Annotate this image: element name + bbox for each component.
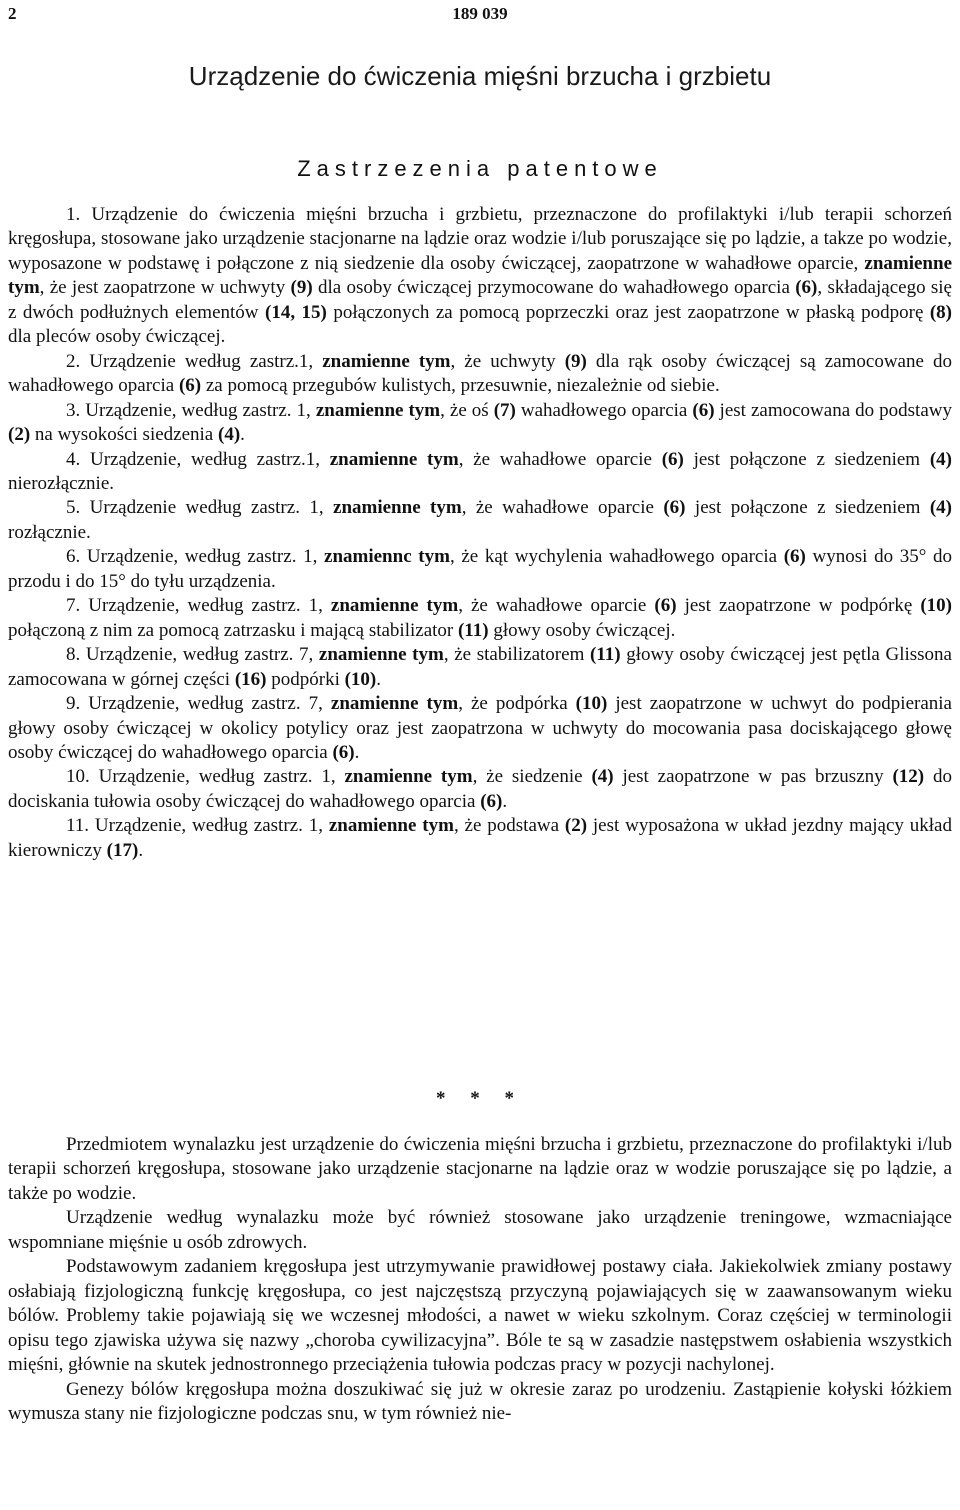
claim-paragraph bbox=[8, 765, 952, 814]
claim-bold-text: (4) bbox=[929, 448, 952, 470]
claim-text: jest zaopatrzone w uchwyt do podpierania głowy osoby ćwiczącej w okolicy potylicy oraz jest zaopatrzona w uchwyty do mocowania pasa dociskającego głowę osoby ćwiczącej do wahadłowego oparcia bbox=[8, 693, 952, 763]
claim-text: , że stabilizatorem bbox=[443, 644, 590, 666]
claim-paragraph bbox=[8, 496, 952, 545]
claim-text: głowy osoby ćwiczącej jest pętla Glissona zamocowana w górnej części bbox=[8, 644, 952, 690]
claim-text: . bbox=[354, 741, 360, 763]
claim-bold-text: (12) bbox=[892, 766, 925, 788]
claim-text: 5. Urządzenie według zastrz. 1, bbox=[66, 497, 334, 519]
claim-bold-text: (4) bbox=[591, 766, 614, 788]
claim-bold-text: (4) bbox=[929, 497, 952, 519]
claim-bold-text: (6) bbox=[795, 277, 818, 299]
claim-bold-text: (9) bbox=[290, 277, 313, 299]
claim-text: , że podstawa bbox=[453, 815, 565, 837]
claim-bold-text: (9) bbox=[564, 350, 587, 372]
claim-text: do dociskania tułowia osoby ćwiczącej do wahadłowego oparcia bbox=[8, 766, 952, 812]
claim-bold-text: (7) bbox=[493, 399, 516, 421]
claim-text: 6. Urządzenie, według zastrz. 1, bbox=[66, 546, 325, 568]
claim-bold-text: znamienne tym bbox=[328, 815, 454, 837]
claim-text: . bbox=[502, 790, 508, 812]
claim-text: na wysokości siedzenia bbox=[30, 424, 218, 446]
claim-paragraph bbox=[8, 545, 952, 594]
claim-bold-text: (6) bbox=[692, 399, 715, 421]
claim-paragraph bbox=[8, 203, 952, 350]
description-paragraph: Przedmiotem wynalazku jest urządzenie do ćwiczenia mięśni brzucha i grzbietu, przeznaczone do profilaktyki i/lub terapii schorzeń kręgosłupa, stosowane jako urządzenie stacjonarne na lądzie oraz w wodzie poruszające się po lądzie, a także po wodzie. bbox=[8, 1134, 952, 1204]
claim-text: podpórki bbox=[266, 668, 345, 690]
claim-bold-text: znamienne tym bbox=[330, 595, 459, 617]
claim-text: . bbox=[240, 424, 245, 446]
claim-text: , że oś bbox=[440, 399, 494, 421]
claim-text: jest połączone z siedzeniem bbox=[683, 448, 930, 470]
claim-text: . bbox=[376, 668, 382, 690]
claim-text: 3. Urządzenie, według zastrz. 1, bbox=[66, 399, 316, 421]
claim-text: dla rąk osoby ćwiczącej są zamocowane do wahadłowego oparcia bbox=[8, 350, 952, 397]
claim-paragraph bbox=[8, 814, 952, 863]
claim-text: głowy osoby ćwiczącej. bbox=[488, 619, 676, 641]
claim-text: 9. Urządzenie, według zastrz. 7, bbox=[66, 693, 331, 715]
claim-text: 1. Urządzenie do ćwiczenia mięśni brzucha i grzbietu, przeznaczone do profilaktyki i/lub terapii schorzeń kręgosłupa, stosowane jako urządzenie stacjonarne na lądzie oraz wodzie i/lub poruszające się po lądzie, a takze po wodzie, wyposazone w podstawę i połączone z nią siedzenie dla osoby ćwiczącej, zaopatrzone w wahadłowe oparcie, bbox=[8, 204, 952, 274]
claim-bold-text: (11) bbox=[589, 644, 621, 666]
description-paragraph: Urządzenie według wynalazku może być również stosowane jako urządzenie treningowe, wzmacniające wspomniane mięśnie u osób zdrowych. bbox=[8, 1207, 952, 1253]
section-separator: * * * bbox=[436, 1088, 524, 1109]
claim-text: , że wahadłowe oparcie bbox=[461, 497, 664, 519]
claim-bold-text: znamienne tym bbox=[329, 448, 459, 470]
claim-text: wahadłowego oparcia bbox=[515, 399, 693, 421]
claim-bold-text: znamienne tym bbox=[322, 350, 451, 372]
claim-text: , że kąt wychylenia wahadłowego oparcia bbox=[449, 546, 784, 568]
description-body bbox=[8, 1133, 952, 1426]
claim-text: , że podpórka bbox=[458, 693, 576, 715]
description-paragraph: Genezy bólów kręgosłupa można doszukiwać się już w okresie zaraz po urodzeniu. Zastąpienie kołyski łóżkiem wymusza stany nie fizjologiczne podczas snu, w tym również nie- bbox=[8, 1378, 952, 1424]
claim-bold-text: (6) bbox=[783, 546, 806, 568]
claim-text: rozłącznie. bbox=[8, 521, 91, 543]
claim-bold-text: znamienne tym bbox=[318, 644, 444, 666]
claim-text: 11. Urządzenie, według zastrz. 1, bbox=[66, 815, 329, 837]
claim-text: połączoną z nim za pomocą zatrzasku i mającą stabilizator bbox=[8, 619, 458, 641]
claim-bold-text: (10) bbox=[344, 668, 377, 690]
claim-bold-text: (14, 15) bbox=[265, 301, 327, 323]
claim-paragraph bbox=[8, 448, 952, 497]
claim-bold-text: (6) bbox=[654, 595, 677, 617]
patent-number: 189 039 bbox=[452, 4, 508, 23]
claim-text: 4. Urządzenie, według zastrz.1, bbox=[66, 448, 330, 470]
claim-text: . bbox=[138, 839, 144, 861]
claim-bold-text: (6) bbox=[178, 375, 202, 397]
claim-text: dla osoby ćwiczącej przymocowane do wahadłowego oparcia bbox=[312, 277, 796, 299]
claim-text: jest zaopatrzone w podpórkę bbox=[676, 595, 921, 617]
claim-text: nierozłącznie. bbox=[8, 472, 115, 494]
claim-paragraph bbox=[8, 399, 952, 448]
claim-text: , że wahadłowe oparcie bbox=[458, 595, 655, 617]
claims-list bbox=[8, 203, 952, 863]
claim-bold-text: (6) bbox=[480, 790, 503, 812]
description-paragraph: Podstawowym zadaniem kręgosłupa jest utrzymywanie prawidłowej postawy ciała. Jakiekolwiek zmiany postawy osłabiają fizjologiczną funkcję kręgosłupa, co jest najczęstszą przyczyną pojawiających się w zaawansowanym wieku bólów. Problemy takie pojawiają się we wczesnej młodości, a nawet w wieku szkolnym. Coraz częściej w terminologii opisu tego zjawiska używa się nazwy „choroba cywilizacyjna”. Bóle te są w zasadzie następstwem osłabienia wszystkich mięśni, głównie na skutek jednostronnego przeciążenia tułowia podczas pracy w pozycji nachylonej. bbox=[8, 1256, 952, 1376]
claim-bold-text: (16) bbox=[234, 668, 267, 690]
claim-bold-text: (2) bbox=[564, 815, 588, 837]
claim-bold-text: znamienne tym bbox=[315, 399, 441, 421]
claim-text: 10. Urządzenie, według zastrz. 1, bbox=[66, 766, 345, 788]
claim-bold-text: znamienne tym bbox=[8, 252, 952, 299]
claim-text: dla pleców osoby ćwiczącej. bbox=[8, 326, 226, 348]
claim-text: jest wyposażona w układ jezdny mający układ kierowniczy bbox=[8, 815, 952, 861]
claim-bold-text: znamienne tym bbox=[344, 766, 473, 788]
document-title: Urządzenie do ćwiczenia mięśni brzucha i grzbietu bbox=[188, 61, 772, 91]
claim-bold-text: (10) bbox=[920, 595, 953, 617]
claim-bold-text: znamienne tym bbox=[330, 693, 459, 715]
claim-bold-text: (11) bbox=[457, 619, 489, 641]
claim-text: połączonych za pomocą poprzeczki oraz jest zaopatrzone w płaską podporę bbox=[326, 301, 930, 323]
claim-text: jest zamocowana do podstawy bbox=[714, 399, 952, 421]
claim-bold-text: znamiennc tym bbox=[324, 546, 450, 568]
claim-bold-text: (6) bbox=[332, 741, 355, 763]
claim-bold-text: (6) bbox=[663, 497, 686, 519]
claim-text: 7. Urządzenie, według zastrz. 1, bbox=[66, 595, 331, 617]
claim-text: za pomocą przegubów kulistych, przesuwnie, niezależnie od siebie. bbox=[201, 375, 720, 397]
claim-text: jest połączone z siedzeniem bbox=[685, 497, 930, 519]
claim-paragraph bbox=[8, 643, 952, 692]
claim-paragraph bbox=[8, 692, 952, 765]
claim-text: , że uchwyty bbox=[450, 350, 565, 372]
claim-bold-text: (8) bbox=[929, 301, 953, 323]
claim-text: jest zaopatrzone w pas brzuszny bbox=[613, 766, 893, 788]
claim-paragraph bbox=[8, 594, 952, 643]
claim-text: , składającego się z dwóch podłużnych elementów bbox=[8, 277, 952, 323]
claim-bold-text: (2) bbox=[8, 424, 31, 446]
claim-bold-text: (4) bbox=[218, 424, 241, 446]
claim-text: , że wahadłowe oparcie bbox=[458, 448, 662, 470]
claim-text: , że siedzenie bbox=[472, 766, 592, 788]
section-title: Zastrzezenia patentowe bbox=[297, 156, 663, 181]
claim-text: 2. Urządzenie według zastrz.1, bbox=[66, 350, 323, 372]
claim-text: wynosi do 35° do przodu i do 15° do tyłu urządzenia. bbox=[8, 546, 952, 592]
claim-bold-text: (6) bbox=[661, 448, 684, 470]
claim-paragraph bbox=[8, 350, 952, 399]
claim-text: , że jest zaopatrzone w uchwyty bbox=[39, 277, 291, 299]
page-number: 2 bbox=[8, 4, 17, 23]
claim-bold-text: (10) bbox=[575, 693, 608, 715]
claim-bold-text: znamienne tym bbox=[333, 497, 462, 519]
claim-text: 8. Urządzenie, według zastrz. 7, bbox=[66, 644, 319, 666]
claim-bold-text: (17) bbox=[106, 839, 139, 861]
